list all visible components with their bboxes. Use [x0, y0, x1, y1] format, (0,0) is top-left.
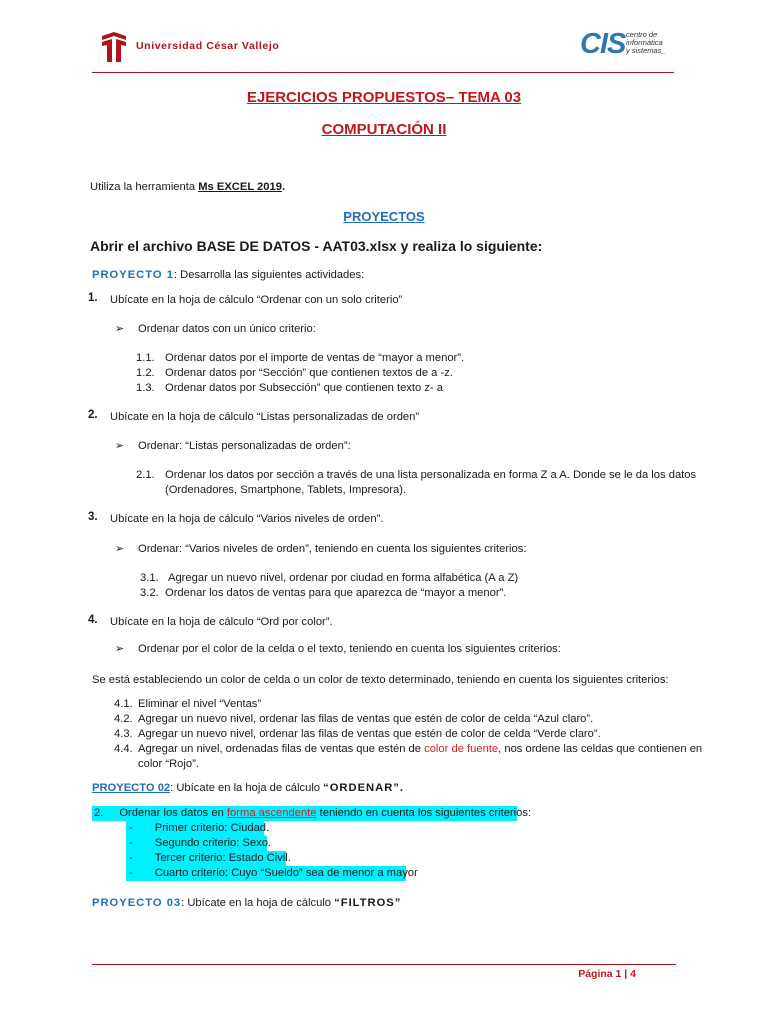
- arrow-bullet-icon: ➢: [115, 440, 125, 452]
- arrow-bullet-icon: ➢: [115, 643, 125, 655]
- proyecto2-item-text-red: forma ascendente: [226, 807, 317, 819]
- criterion-3-text: Tercer criterio: Estado Civil.: [154, 852, 291, 864]
- sub-4-2-text: Agregar un nuevo nivel, ordenar las filas de ventas que estén de color de celda “Azul claro”.: [138, 713, 594, 725]
- cis-logo-text: [626, 31, 666, 55]
- item-1-text: Ubícate en la hoja de cálculo “Ordenar con un solo criterio”: [110, 294, 403, 306]
- document-subtitle: COMPUTACIÓN II: [321, 121, 447, 138]
- sub-4-4-text-cont: color “Rojo”.: [138, 758, 199, 770]
- cis-line-2: informática: [626, 38, 663, 47]
- proyecto2-item-text-b: teniendo en cuenta los siguientes criterios:: [316, 807, 532, 819]
- proyecto2-heading: [92, 781, 404, 796]
- proyecto2-item-number: 2.: [94, 807, 104, 819]
- proyecto2-item-text-a: Ordenar los datos en: [119, 807, 227, 819]
- proyecto3-text: : Ubícate en la hoja de cálculo: [181, 897, 335, 909]
- proyecto3-heading: [92, 896, 401, 911]
- intro-suffix: .: [281, 181, 286, 193]
- item-1-number: 1.: [88, 292, 98, 304]
- document-title: EJERCICIOS PROPUESTOS– TEMA 03: [246, 89, 522, 106]
- proyecto3-label: PROYECTO 03: [92, 897, 182, 909]
- sub-4-4-text-a: Agregar un nivel, ordenadas filas de ventas que estén de: [138, 743, 425, 755]
- criterion-4: - Cuarto criterio: Cuyo “Sueldo” sea de menor a mayor: [126, 866, 406, 881]
- sub-2-1-text: Ordenar los datos por sección a través de una lista personalizada en forma Z a A. Donde se le da los datos: [165, 469, 697, 481]
- ucv-logo-icon: [100, 32, 128, 62]
- sub-3-2-number: 3.2.: [140, 587, 159, 599]
- item-3-number: 3.: [88, 511, 98, 523]
- proyecto3-sheet: “FILTROS”: [334, 897, 402, 909]
- criterion-1-text: Primer criterio: Ciudad.: [154, 822, 270, 834]
- page-header: [92, 26, 674, 72]
- intro-prefix: Utiliza la herramienta: [90, 181, 199, 193]
- proyecto1-heading: [92, 268, 364, 283]
- section-heading: PROYECTOS: [343, 209, 425, 224]
- item-4-bullet: Ordenar por el color de la celda o el texto, teniendo en cuenta los siguientes criterios:: [138, 643, 561, 655]
- sub-1-3-number: 1.3.: [136, 382, 155, 394]
- proyecto1-label: PROYECTO 1: [92, 269, 174, 281]
- proyecto2-item: [92, 806, 532, 821]
- sub-4-3-number: 4.3.: [114, 728, 133, 740]
- color-criteria-note: Se está estableciendo un color de celda o un color de texto determinado, teniendo en cuenta los siguientes criterios:: [92, 674, 669, 686]
- sub-4-3-text: Agregar un nuevo nivel, ordenar las filas de ventas que estén de color de celda “Verde claro”.: [138, 728, 601, 740]
- sub-1-2-number: 1.2.: [136, 367, 155, 379]
- sub-4-1-text: Eliminar el nivel “Ventas”: [138, 698, 262, 710]
- sub-1-1-text: Ordenar datos por el importe de ventas de “mayor a menor”.: [165, 352, 465, 364]
- sub-4-4-text-red: color de fuente: [424, 743, 499, 755]
- university-name: Universidad César Vallejo: [136, 40, 280, 52]
- item-3-bullet: Ordenar: “Varios niveles de orden”, teniendo en cuenta los siguientes criterios:: [138, 543, 527, 555]
- sub-1-2-text: Ordenar datos por “Sección” que contienen textos de a -z.: [165, 367, 453, 379]
- sub-4-2-number: 4.2.: [114, 713, 133, 725]
- criterion-3: - Tercer criterio: Estado Civil.: [126, 851, 286, 866]
- proyecto2-label: PROYECTO 02: [92, 782, 171, 794]
- sub-2-1-text-cont: (Ordenadores, Smartphone, Tablets, Impresora).: [165, 484, 407, 496]
- criterion-1: - Primer criterio: Ciudad.: [126, 821, 264, 836]
- proyecto2-sheet: “ORDENAR”.: [323, 782, 404, 794]
- footer-divider: [92, 964, 676, 965]
- sub-1-1-number: 1.1.: [136, 352, 155, 364]
- proyecto1-text: : Desarrolla las siguientes actividades:: [173, 269, 365, 281]
- item-2-text: Ubícate en la hoja de cálculo “Listas personalizadas de orden”: [110, 411, 420, 423]
- item-4-text: Ubícate en la hoja de cálculo “Ord por color”.: [110, 616, 333, 628]
- sub-3-1-number: 3.1.: [140, 572, 159, 584]
- item-4-number: 4.: [88, 614, 98, 626]
- open-file-instruction: Abrir el archivo BASE DE DATOS - AAT03.xlsx y realiza lo siguiente:: [90, 238, 543, 254]
- criterion-4-text: Cuarto criterio: Cuyo “Sueldo” sea de menor a mayor: [154, 867, 418, 879]
- cis-logo-mark: CIS: [580, 28, 626, 60]
- sub-4-1-number: 4.1.: [114, 698, 133, 710]
- sub-3-1-text: Agregar un nuevo nivel, ordenar por ciudad en forma alfabética (A a Z): [168, 572, 519, 584]
- sub-4-4-text-b: , nos ordene las celdas que contienen en: [498, 743, 703, 755]
- sub-4-4-text: [138, 742, 702, 757]
- cis-line-1: centro de: [626, 30, 658, 39]
- cis-line-3: y sistemas_: [626, 46, 666, 55]
- header-divider: [92, 72, 674, 73]
- criterion-2-text: Segundo criterio: Sexo.: [154, 837, 272, 849]
- sub-3-2-text: Ordenar los datos de ventas para que aparezca de “mayor a menor”.: [165, 587, 507, 599]
- page-number: Página 1 | 4: [578, 968, 636, 980]
- intro-tool: Ms EXCEL 2019: [198, 181, 282, 193]
- arrow-bullet-icon: ➢: [115, 543, 125, 555]
- item-1-bullet: Ordenar datos con un único criterio:: [138, 323, 316, 335]
- arrow-bullet-icon: ➢: [115, 323, 125, 335]
- item-3-text: Ubícate en la hoja de cálculo “Varios niveles de orden”.: [110, 513, 384, 525]
- proyecto2-text: : Ubícate en la hoja de cálculo: [170, 782, 324, 794]
- criterion-2: - Segundo criterio: Sexo.: [126, 836, 267, 851]
- sub-2-1-number: 2.1.: [136, 469, 155, 481]
- intro-line: [90, 180, 285, 195]
- item-2-bullet: Ordenar: “Listas personalizadas de orden”:: [138, 440, 351, 452]
- item-2-number: 2.: [88, 409, 98, 421]
- sub-1-3-text: Ordenar datos por Subsección” que contienen texto z- a: [165, 382, 443, 394]
- sub-4-4-number: 4.4.: [114, 743, 133, 755]
